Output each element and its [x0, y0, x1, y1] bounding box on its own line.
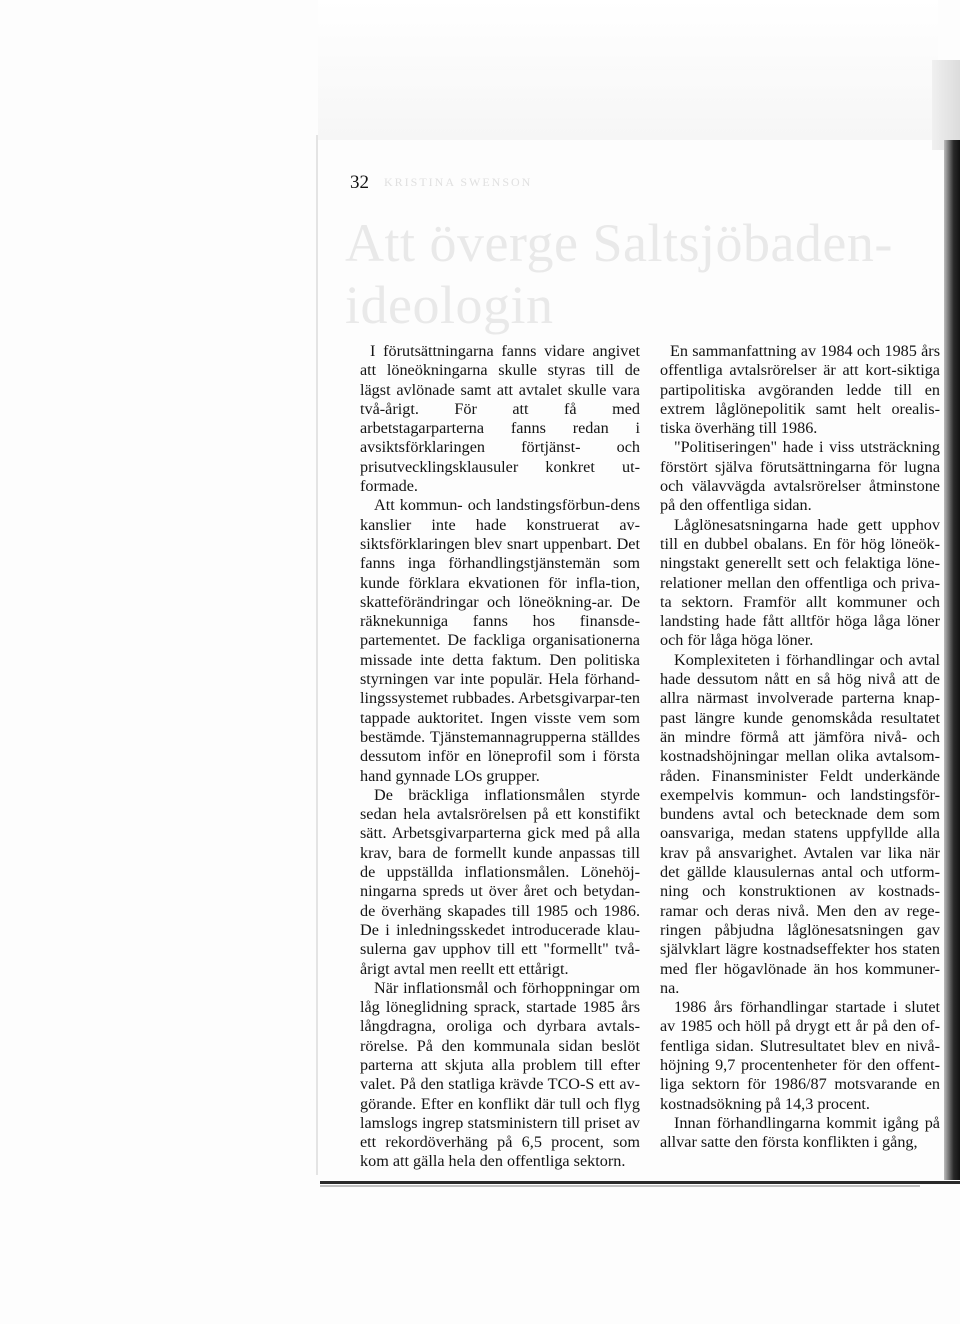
- page-bottom-edge: [320, 1181, 960, 1184]
- bleed-through-header: KRISTINA SWENSON: [384, 175, 533, 189]
- page-right-shadow: [944, 140, 960, 1180]
- paragraph: De bräckliga inflationsmålen styrde sedan hela avtalsrörelsen på ett konstifikt sätt. Arbetsgivarparterna gick med på alla krav, bara de formellt kunde anpassas till de uppställda inflationsmålen. Lönehöj-ningarna spreds ut över året och betydan-de överhäng skapades till 1985 och 1986. De i inledningsskedet introducerade klau-sulerna gav upphov till ett "formellt" två-årigt avtal men reellt ett ettårigt.: [360, 785, 640, 978]
- paragraph: När inflationsmål och förhoppningar om låg löneglidning sprack, startade 1985 års långdragna, oroliga och dyrbara avtals-rörelse. På den kommunala sidan beslöt parterna att skjuta alla problem till efter valet. På den statliga krävde TCO-S ett av-görande. Efter en konflikt där tull och flyg lamslogs ingrep statsministern till priset av ett rekordöverhäng på 6,5 procent, som kom att gälla hela den offentliga sektorn.: [360, 978, 640, 1171]
- page-number: 32: [350, 172, 369, 193]
- text-column-left: [360, 342, 640, 1172]
- page-bottom-edge-faint: [320, 1185, 920, 1187]
- bleed-through-title: [345, 212, 893, 336]
- paragraph: "Politiseringen" hade i viss utsträckning förstört själva förutsättningarna för lugna och välavvägda avtalsrörelser åtminstone på den offentliga sidan.: [660, 438, 940, 515]
- page-right-shadow-top: [932, 60, 960, 150]
- paragraph: I förutsättningarna fanns vidare angivet att löneökningarna skulle styras till de lägst avlönade samt att avtalet skulle vara två-årigt. För att få med arbetstagarparterna fanns redan i avsiktsförklaringen förtjänst- och prisutvecklingsklausuler konkret ut-formade.: [360, 342, 640, 496]
- paragraph: Komplexiteten i förhandlingar och avtal hade dessutom nått en så hög nivå att de allra närmast involverade parterna knap-past längre kunde genomskåda resultatet än mindre förmå att jämföra nivå- och kostnadshöjningar mellan olika avtalsom-råden. Finansminister Feldt underkände exempelvis kommun- och landstingsför-bundens avtal och betecknade dem som oansvariga, medan statens uppfyllde alla krav på ansvarighet. Avtalen var lika när det gällde klausulernas antal och utform-ning och konstruktionen av kostnads-ramar och deras nivå. Men den av rege-ringen påbjudna låglönesatsningen gav självklart lägre kostnadseffekter hos staten med fler högavlönade än hos kommuner-na.: [660, 650, 940, 997]
- page-left-edge: [316, 135, 318, 1175]
- bleed-through-title-line-2: ideologin: [345, 275, 554, 335]
- paragraph: Låglönesatsningarna hade gett upphov till en dubbel obalans. En för hög löneök-ningstakt generellt sett och felaktiga löne-relationer mellan den offentliga och priva-ta sektorn. Framför allt kommuner och landsting hade fått alltför höga låga löner och för låga höga löner.: [660, 515, 940, 650]
- paragraph: Innan förhandlingarna kommit igång på allvar satte den första konflikten i gång,: [660, 1113, 940, 1152]
- paragraph: En sammanfattning av 1984 och 1985 års offentliga avtalsrörelser är att kort-siktiga partipolitiska avgöranden ledde till en extrem låglönepolitik samt helt orealis-tiska överhäng till 1986.: [660, 342, 940, 438]
- paragraph: 1986 års förhandlingar startade i slutet av 1985 och höll på drygt ett år på den of-fentliga sidan. Slutresultatet blev en nivå-höjning 9,7 procentenheter för den offent-liga sektorn för 1986/87 motsvarande en kostnadsökning på 14,3 procent.: [660, 998, 940, 1113]
- paragraph: Att kommun- och landstingsförbun-dens kanslier inte hade konstruerat av-siktsförklaringen blev snart uppenbart. Det fanns inga förhandlingstjänstemän som kunde förklara ekvationen för infla-tion, skatteförändringar och löneökning-ar. De räknekunniga fanns hos finansde-partementet. De fackliga organisationerna missade inte detta faktum. Den politiska styrningen var inte populär. Hela förhand-lingssystemet rubbades. Arbetsgivarpar-ten tappade auktoritet. Ingen visste vem som bestämde. Tjänstemannagrupperna ställdes dessutom inför en löneprofil som i första hand gynnade LOs grupper.: [360, 496, 640, 785]
- page-top-margin: [318, 0, 938, 140]
- text-column-right: [660, 342, 940, 1152]
- bleed-through-title-line-1: Att överge Saltsjöbaden-: [345, 213, 893, 273]
